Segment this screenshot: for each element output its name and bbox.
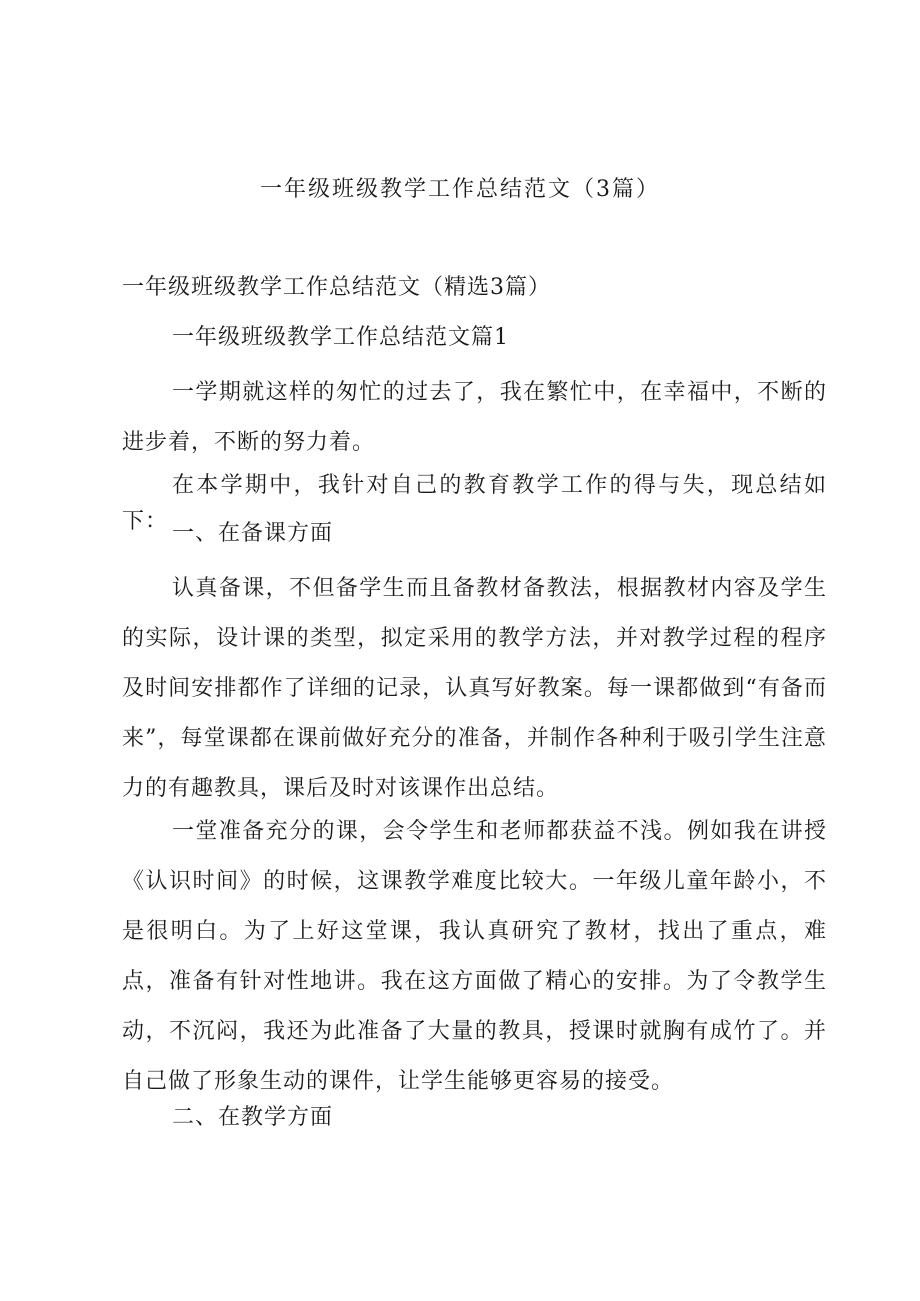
paragraph-lesson-prep: 认真备课，不但备学生而且备教材备教法，根据教材内容及学生的实际，设计课的类型，拟定采用的教学方法，并对教学过程的程序及时间安排都作了详细的记录，认真写好教案。每一课都做到“有备而来”，每堂课都在课前做好充分的准备，并制作各种利于吸引学生注意力的有趣教具，课后及时对该课作出总结。: [122, 576, 827, 801]
section-heading-lesson-prep: 一、在备课方面: [172, 521, 334, 546]
section-heading-teaching: 二、在教学方面: [172, 1105, 334, 1130]
paragraph-summary-lead: 在本学期中，我针对自己的教育教学工作的得与失，现总结如下：: [122, 473, 827, 534]
document-subtitle: 一年级班级教学工作总结范文（精选3篇）: [122, 275, 551, 300]
paragraph-lesson-example: 一堂准备充分的课，会令学生和老师都获益不浅。例如我在讲授《认识时间》的时候，这课教学难度比较大。一年级儿童年龄小，不是很明白。为了上好这堂课，我认真研究了教材，找出了重点，难点，准备有针对性地讲。我在这方面做了精心的安排。为了令教学生动，不沉闷，我还为此准备了大量的教具，授课时就胸有成竹了。并自己做了形象生动的课件，让学生能够更容易的接受。: [122, 819, 827, 1094]
article-heading: 一年级班级教学工作总结范文篇1: [172, 325, 509, 350]
paragraph-intro: 一学期就这样的匆忙的过去了，我在繁忙中，在幸福中，不断的进步着，不断的努力着。: [122, 380, 827, 455]
document-title: 一年级班级教学工作总结范文（3篇）: [260, 177, 660, 202]
